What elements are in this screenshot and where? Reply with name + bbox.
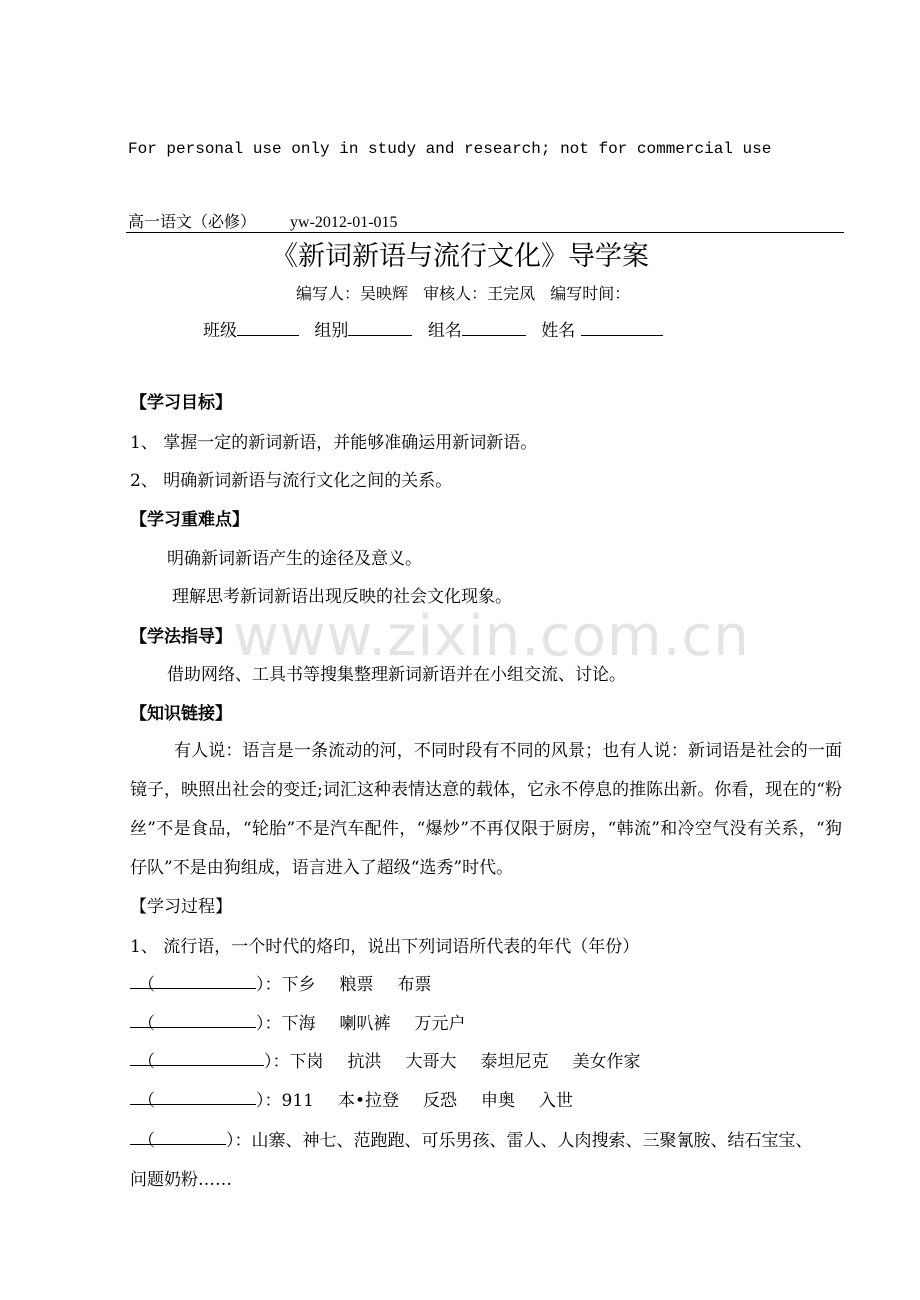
era-term: 申奥: [480, 1091, 515, 1111]
document-header: [128, 209, 398, 232]
disclaimer-text: For personal use only in study and research; not for commercial use: [128, 140, 772, 158]
objective-item: 2、 明确新词新语与流行文化之间的关系。: [130, 471, 453, 491]
student-info-fields: [203, 316, 673, 341]
open-paren: （: [138, 1131, 155, 1151]
method-text: 借助网络、工具书等搜集整理新词新语并在小组交流、讨论。: [167, 665, 626, 685]
era-term: 粮票: [339, 975, 374, 995]
name-label: 姓名: [541, 321, 576, 341]
era-terms: [290, 1052, 665, 1072]
close-colon: ）：: [256, 1014, 282, 1034]
close-colon: ）：: [226, 1131, 252, 1151]
key-point-item: 理解思考新词新语出现反映的社会文化现象。: [172, 587, 512, 607]
group-blank[interactable]: [348, 319, 412, 336]
close-colon: ）：: [256, 1091, 282, 1111]
reviewer-credit: 审核人：王完凤: [423, 284, 536, 303]
objectives-heading: 【学习目标】: [130, 393, 232, 413]
era-terms: [282, 1091, 597, 1111]
era-term: 布票: [397, 975, 432, 995]
objective-item: 1、 掌握一定的新词新语，并能够准确运用新词新语。: [130, 433, 538, 453]
group-label: 组别: [314, 321, 349, 341]
close-colon: ）：: [256, 975, 282, 995]
close-colon: ）：: [264, 1052, 290, 1072]
open-paren: （: [138, 975, 155, 995]
watermark: www.zixin.com.cn: [233, 604, 750, 669]
open-paren: （: [138, 1091, 155, 1111]
era-term: 抗洪: [347, 1052, 382, 1072]
name-blank[interactable]: [581, 319, 663, 336]
group-name-field: [428, 316, 526, 341]
era-row: [130, 1086, 597, 1111]
era-terms-long: 山寨、神七、范跑跑、可乐男孩、雷人、人肉搜索、三聚氰胺、结石宝宝、: [251, 1131, 813, 1151]
open-paren: （: [138, 1052, 155, 1072]
era-row: [130, 970, 456, 995]
era-term: 下岗: [289, 1052, 324, 1072]
era-term: 下海: [281, 1014, 316, 1034]
era-term: 反恐: [422, 1091, 457, 1111]
open-paren: （: [138, 1014, 155, 1034]
knowledge-heading: 【知识链接】: [130, 704, 232, 724]
course-label: 高一语文（必修）: [128, 212, 257, 231]
era-terms: [282, 975, 456, 995]
group-name-blank[interactable]: [462, 319, 526, 336]
process-heading: 【学习过程】: [130, 897, 232, 917]
era-answer-blank[interactable]: [130, 1086, 256, 1111]
page-title: 《新词新语与流行文化》导学案: [271, 241, 649, 272]
name-field: [541, 316, 662, 341]
method-heading: 【学法指导】: [130, 627, 232, 647]
process-question-1: 1、 流行语，一个时代的烙印，说出下列词语所代表的年代（年份）: [130, 937, 640, 957]
era-row: [130, 1047, 665, 1072]
class-field: [203, 316, 299, 341]
class-label: 班级: [203, 321, 237, 341]
era-row: [130, 1009, 490, 1034]
era-answer-blank[interactable]: [130, 1009, 256, 1034]
key-point-item: 明确新词新语产生的途径及意义。: [167, 549, 422, 569]
era-answer-blank[interactable]: [130, 1047, 264, 1072]
era-answer-blank[interactable]: [130, 1126, 226, 1151]
era-term: 入世: [538, 1091, 573, 1111]
era-term: 下乡: [281, 975, 316, 995]
era-terms-continuation: 问题奶粉……: [130, 1170, 232, 1190]
header-divider: [126, 232, 844, 233]
era-term: 911: [281, 1091, 314, 1111]
era-term: 美女作家: [572, 1052, 641, 1072]
era-terms: [282, 1014, 490, 1034]
era-term: 万元户: [414, 1014, 466, 1034]
time-credit: 编写时间：: [550, 284, 631, 303]
era-term: 泰坦尼克: [480, 1052, 549, 1072]
key-points-heading: 【学习重难点】: [130, 510, 249, 530]
document-code: yw-2012-01-015: [290, 214, 398, 231]
knowledge-paragraph: 有人说：语言是一条流动的河，不同时段有不同的风景；也有人说：新词语是社会的一面镜子，映照出社会的变迁;词汇这种表情达意的载体，它永不停息的推陈出新。你看，现在的“粉丝”不是食品，“轮胎”不是汽车配件，“爆炒”不再仅限于厨房，“韩流”和冷空气没有关系，“狗仔队”不是由狗组成，语言进入了超级“选秀”时代。: [130, 741, 842, 878]
era-term: 本•拉登: [337, 1091, 399, 1111]
writer-credit: 编写人：吴映辉: [296, 284, 409, 303]
group-field: [314, 316, 412, 341]
era-row: [130, 1126, 813, 1151]
era-term: 喇叭裤: [339, 1014, 391, 1034]
credits-line: [296, 281, 640, 304]
era-answer-blank[interactable]: [130, 970, 256, 995]
class-blank[interactable]: [237, 319, 299, 336]
era-term: 大哥大: [405, 1052, 457, 1072]
group-name-label: 组名: [427, 321, 462, 341]
